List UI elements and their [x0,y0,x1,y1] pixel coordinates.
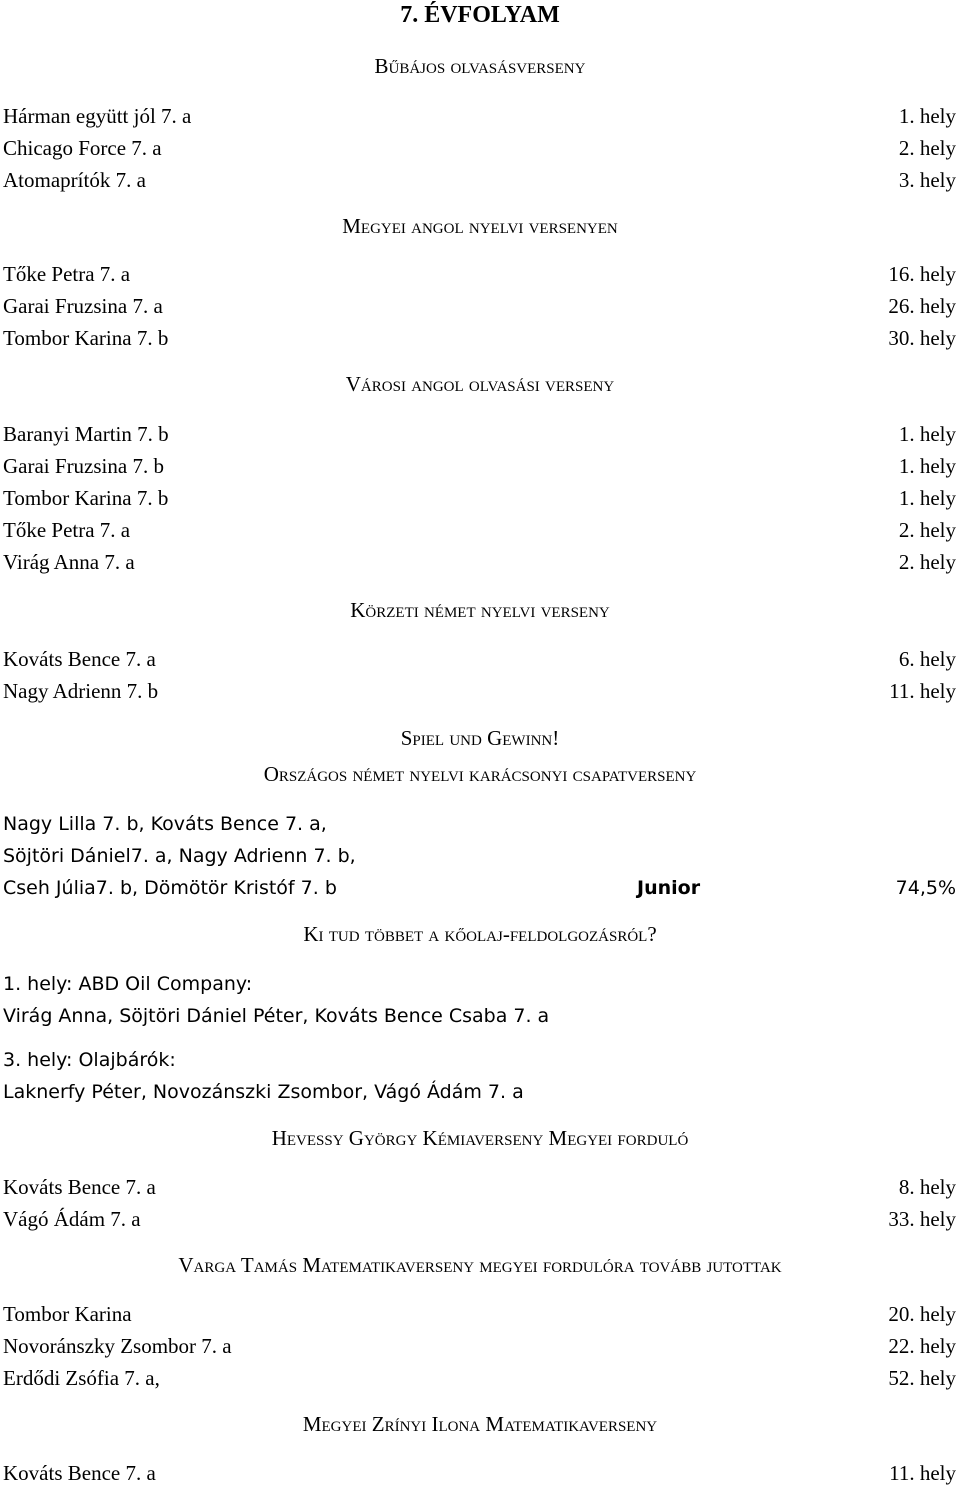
result-row [3,292,956,320]
result-percent: 74,5% [895,877,956,899]
result-row [3,548,956,576]
placement: 52. hely [888,1366,956,1390]
team-members-line: Laknerfy Péter, Novozánszki Zsombor, Vágó Ádám 7. a [3,1081,524,1103]
section-heading-orszagos-nemet: Országos német nyelvi karácsonyi csapatverseny [263,762,697,786]
result-row [3,260,956,288]
student-name: Tombor Karina [3,1302,132,1326]
student-name: Tőke Petra 7. a [3,518,131,542]
student-name: Tombor Karina 7. b [3,326,169,350]
result-row [3,1300,956,1328]
student-name: Virág Anna 7. a [3,550,135,574]
team-members-line: Söjtöri Dániel7. a, Nagy Adrienn 7. b, [3,845,356,867]
student-name: Vágó Ádám 7. a [3,1207,141,1231]
student-name: Kováts Bence 7. a [3,1175,156,1199]
student-name: Garai Fruzsina 7. a [3,294,163,318]
student-name: Baranyi Martin 7. b [3,422,169,446]
placement: 33. hely [888,1207,956,1231]
team-members-line: Virág Anna, Söjtöri Dániel Péter, Kováts Bence Csaba 7. a [3,1005,550,1027]
placement: 1. hely [898,486,956,510]
student-name: Tőke Petra 7. a [3,262,131,286]
placement: 1. hely [898,104,956,128]
team-members-line: Cseh Júlia7. b, Dömötör Kristóf 7. b [3,877,337,899]
student-name: Hárman együtt jól 7. a [3,104,192,128]
placement: 22. hely [888,1334,956,1358]
result-row [3,1332,956,1360]
team-result-line: 1. hely: ABD Oil Company: [3,973,253,995]
section-heading-hevessy: Hevessy György Kémiaverseny Megyei forduló [271,1126,689,1150]
student-name: Kováts Bence 7. a [3,1461,156,1485]
student-name: Nagy Adrienn 7. b [3,679,159,703]
placement: 1. hely [898,454,956,478]
result-row [3,1173,956,1201]
section-heading-megyei-angol: Megyei angol nyelvi versenyen [342,214,618,238]
section-heading-zrinyi: Megyei Zrínyi Ilona Matematikaverseny [302,1412,658,1436]
page-title: 7. ÉVFOLYAM [400,2,560,28]
result-row [3,324,956,352]
result-row [3,1205,956,1233]
placement: 11. hely [889,679,956,703]
placement: 20. hely [888,1302,956,1326]
result-row [3,134,956,162]
student-name: Kováts Bence 7. a [3,647,156,671]
student-name: Erdődi Zsófia 7. a, [3,1366,160,1390]
student-name: Garai Fruzsina 7. b [3,454,164,478]
category-label: Junior [637,877,701,899]
section-heading-spiel: Spiel und Gewinn! [400,726,560,750]
placement: 16. hely [888,262,956,286]
section-heading-koolaj: Ki tud többet a kőolaj-feldolgozásról? [303,922,657,946]
placement: 26. hely [888,294,956,318]
result-row [3,645,956,673]
result-row [3,166,956,194]
section-heading-varosi-angol: Városi angol olvasási verseny [345,372,615,396]
section-heading-bubajos: Bűbájos olvasásverseny [374,54,586,78]
placement: 2. hely [898,136,956,160]
placement: 11. hely [889,1461,956,1485]
result-row [3,102,956,130]
student-name: Novoránszky Zsombor 7. a [3,1334,232,1358]
student-name: Atomaprítók 7. a [3,168,146,192]
result-row [3,1459,956,1487]
placement: 2. hely [898,518,956,542]
result-row [3,452,956,480]
placement: 6. hely [898,647,956,671]
placement: 8. hely [898,1175,956,1199]
placement: 30. hely [888,326,956,350]
placement: 3. hely [898,168,956,192]
placement: 1. hely [898,422,956,446]
result-row [3,677,956,705]
student-name: Chicago Force 7. a [3,136,162,160]
result-row [3,1364,956,1392]
result-row [3,484,956,512]
section-heading-varga: Varga Tamás Matematikaverseny megyei fordulóra tovább jutottak [178,1253,782,1277]
result-row [3,516,956,544]
result-row [3,420,956,448]
section-heading-korzeti-nemet: Körzeti német nyelvi verseny [350,598,610,622]
student-name: Tombor Karina 7. b [3,486,169,510]
team-members-line: Nagy Lilla 7. b, Kováts Bence 7. a, [3,813,327,835]
team-result-line: 3. hely: Olajbárók: [3,1049,176,1071]
placement: 2. hely [898,550,956,574]
